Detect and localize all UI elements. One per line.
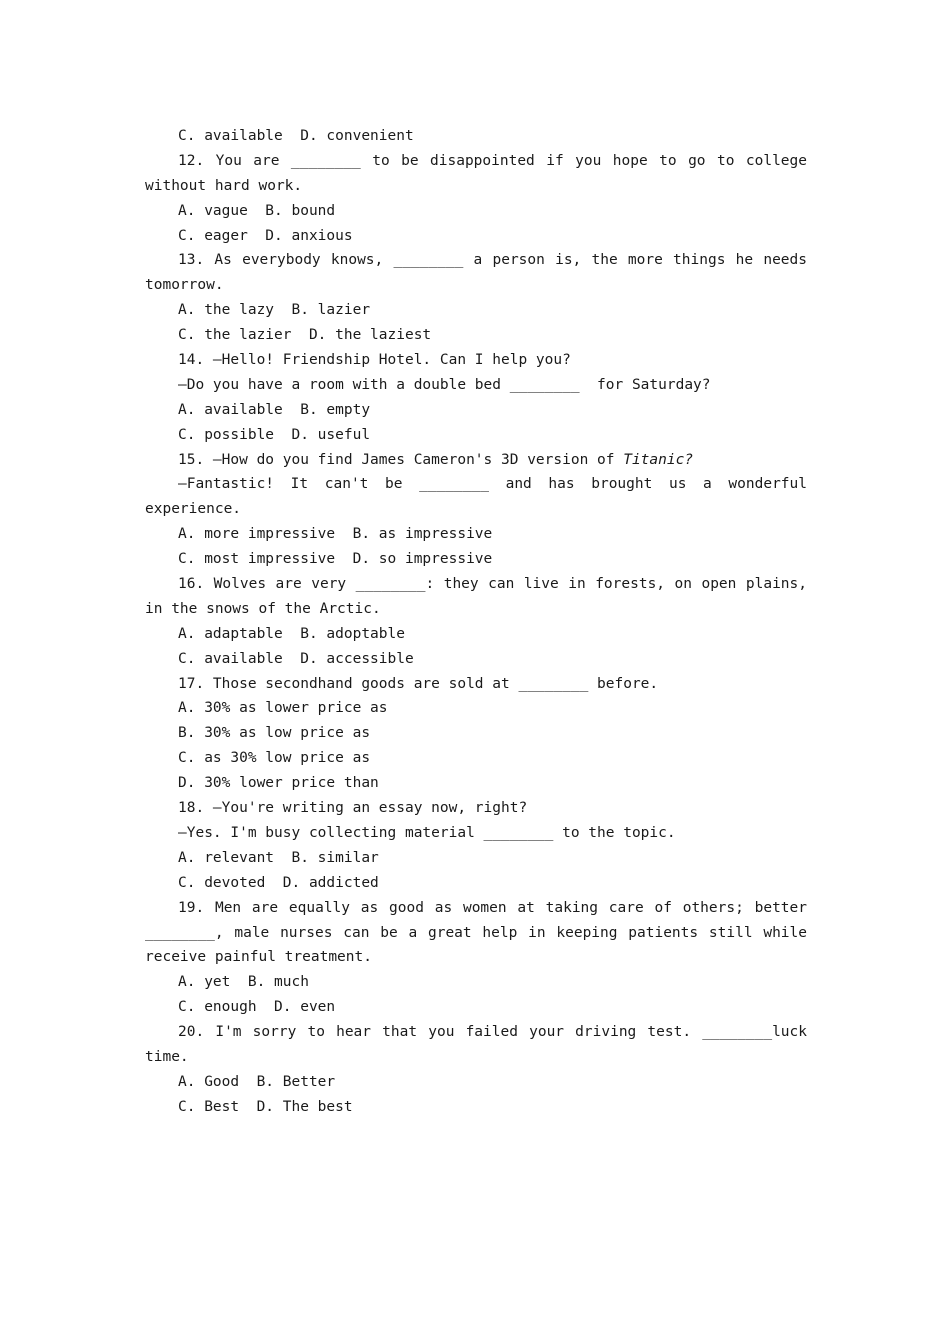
text-line [145, 871, 807, 896]
text-line-content: A. yet B. much [178, 974, 309, 991]
text-line [145, 746, 807, 771]
text-line-content: receive painful treatment. [145, 949, 372, 966]
text-line-content: —Do you have a room with a double bed ________ for Saturday? [178, 376, 711, 393]
text-line [145, 921, 807, 946]
text-line-content: ________, male nurses can be a great help in keeping patients still while [145, 924, 807, 941]
text-line [145, 821, 807, 846]
text-line [145, 622, 807, 647]
text-line-content: 17. Those secondhand goods are sold at ________ before. [178, 675, 659, 692]
text-line-content: C. eager D. anxious [178, 227, 353, 244]
text-line [145, 522, 807, 547]
text-line-content: C. as 30% low price as [178, 750, 371, 767]
text-line-content: A. vague B. bound [178, 202, 336, 219]
text-line [145, 1070, 807, 1095]
text-line [145, 273, 807, 298]
text-line [145, 771, 807, 796]
text-line [145, 398, 807, 423]
text-line-content: A. the lazy B. lazier [178, 302, 371, 319]
text-line-content: 16. Wolves are very ________: they can live in forests, on open plains, [178, 576, 807, 593]
text-line-content: 20. I'm sorry to hear that you failed your driving test. ________luck [178, 1024, 807, 1041]
text-line [145, 248, 807, 273]
text-line [145, 970, 807, 995]
text-line [145, 323, 807, 348]
text-line [145, 224, 807, 249]
text-line [145, 721, 807, 746]
text-line [145, 597, 807, 622]
text-line [145, 796, 807, 821]
text-line-content: 18. —You're writing an essay now, right? [178, 800, 528, 817]
text-line [145, 647, 807, 672]
text-line [145, 672, 807, 697]
text-line [145, 373, 807, 398]
text-line-content: 19. Men are equally as good as women at taking care of others; better [178, 899, 807, 916]
italic-title: Titanic? [623, 451, 694, 468]
text-line [145, 348, 807, 373]
text-line [145, 572, 807, 597]
text-line-content: time. [145, 1048, 189, 1065]
text-line-content: A. Good B. Better [178, 1073, 336, 1090]
text-line [145, 174, 807, 199]
text-line-content: A. relevant B. similar [178, 849, 379, 866]
text-line-content: C. enough D. even [178, 999, 336, 1016]
text-line-content: A. 30% as lower price as [178, 700, 388, 717]
text-line-content: A. adaptable B. adoptable [178, 625, 405, 642]
text-line [145, 1045, 807, 1070]
text-line-content: —Yes. I'm busy collecting material ________ to the topic. [178, 824, 676, 841]
text-line [145, 298, 807, 323]
text-line-content: experience. [145, 501, 242, 518]
text-line [145, 199, 807, 224]
text-line [145, 423, 807, 448]
text-line-content: C. possible D. useful [178, 426, 371, 443]
text-line-content: A. more impressive B. as impressive [178, 526, 493, 543]
text-line-content: A. available B. empty [178, 401, 371, 418]
text-line-content: without hard work. [145, 177, 303, 194]
text-line [145, 995, 807, 1020]
text-line [145, 846, 807, 871]
text-line-content: D. 30% lower price than [178, 775, 379, 792]
text-line-content: in the snows of the Arctic. [145, 600, 381, 617]
text-line [145, 1020, 807, 1045]
text-line-content: 15. —How do you find James Cameron's 3D version of [178, 451, 624, 468]
text-line-content: C. Best D. The best [178, 1098, 353, 1115]
text-line-content: C. available D. accessible [178, 650, 414, 667]
text-line [145, 472, 807, 497]
text-line-content: 12. You are ________ to be disappointed if you hope to go to college [178, 152, 807, 169]
text-line [145, 149, 807, 174]
exam-page-text [145, 124, 807, 1120]
text-line [145, 1095, 807, 1120]
text-line [145, 896, 807, 921]
text-line [145, 945, 807, 970]
text-line-content: C. available D. convenient [178, 128, 414, 144]
text-line [145, 448, 807, 473]
text-line-content: C. devoted D. addicted [178, 874, 379, 891]
text-line-content: 13. As everybody knows, ________ a person is, the more things he needs [178, 252, 807, 269]
text-line-content: —Fantastic! It can't be ________ and has brought us a wonderful [178, 476, 807, 493]
text-line-content: 14. —Hello! Friendship Hotel. Can I help you? [178, 352, 571, 369]
text-line-content: C. most impressive D. so impressive [178, 551, 493, 568]
text-line-content: tomorrow. [145, 277, 224, 294]
text-line-content: C. the lazier D. the laziest [178, 327, 432, 344]
text-line [145, 547, 807, 572]
text-line-content: B. 30% as low price as [178, 725, 371, 742]
text-line [145, 497, 807, 522]
text-line [145, 124, 807, 149]
text-line [145, 696, 807, 721]
